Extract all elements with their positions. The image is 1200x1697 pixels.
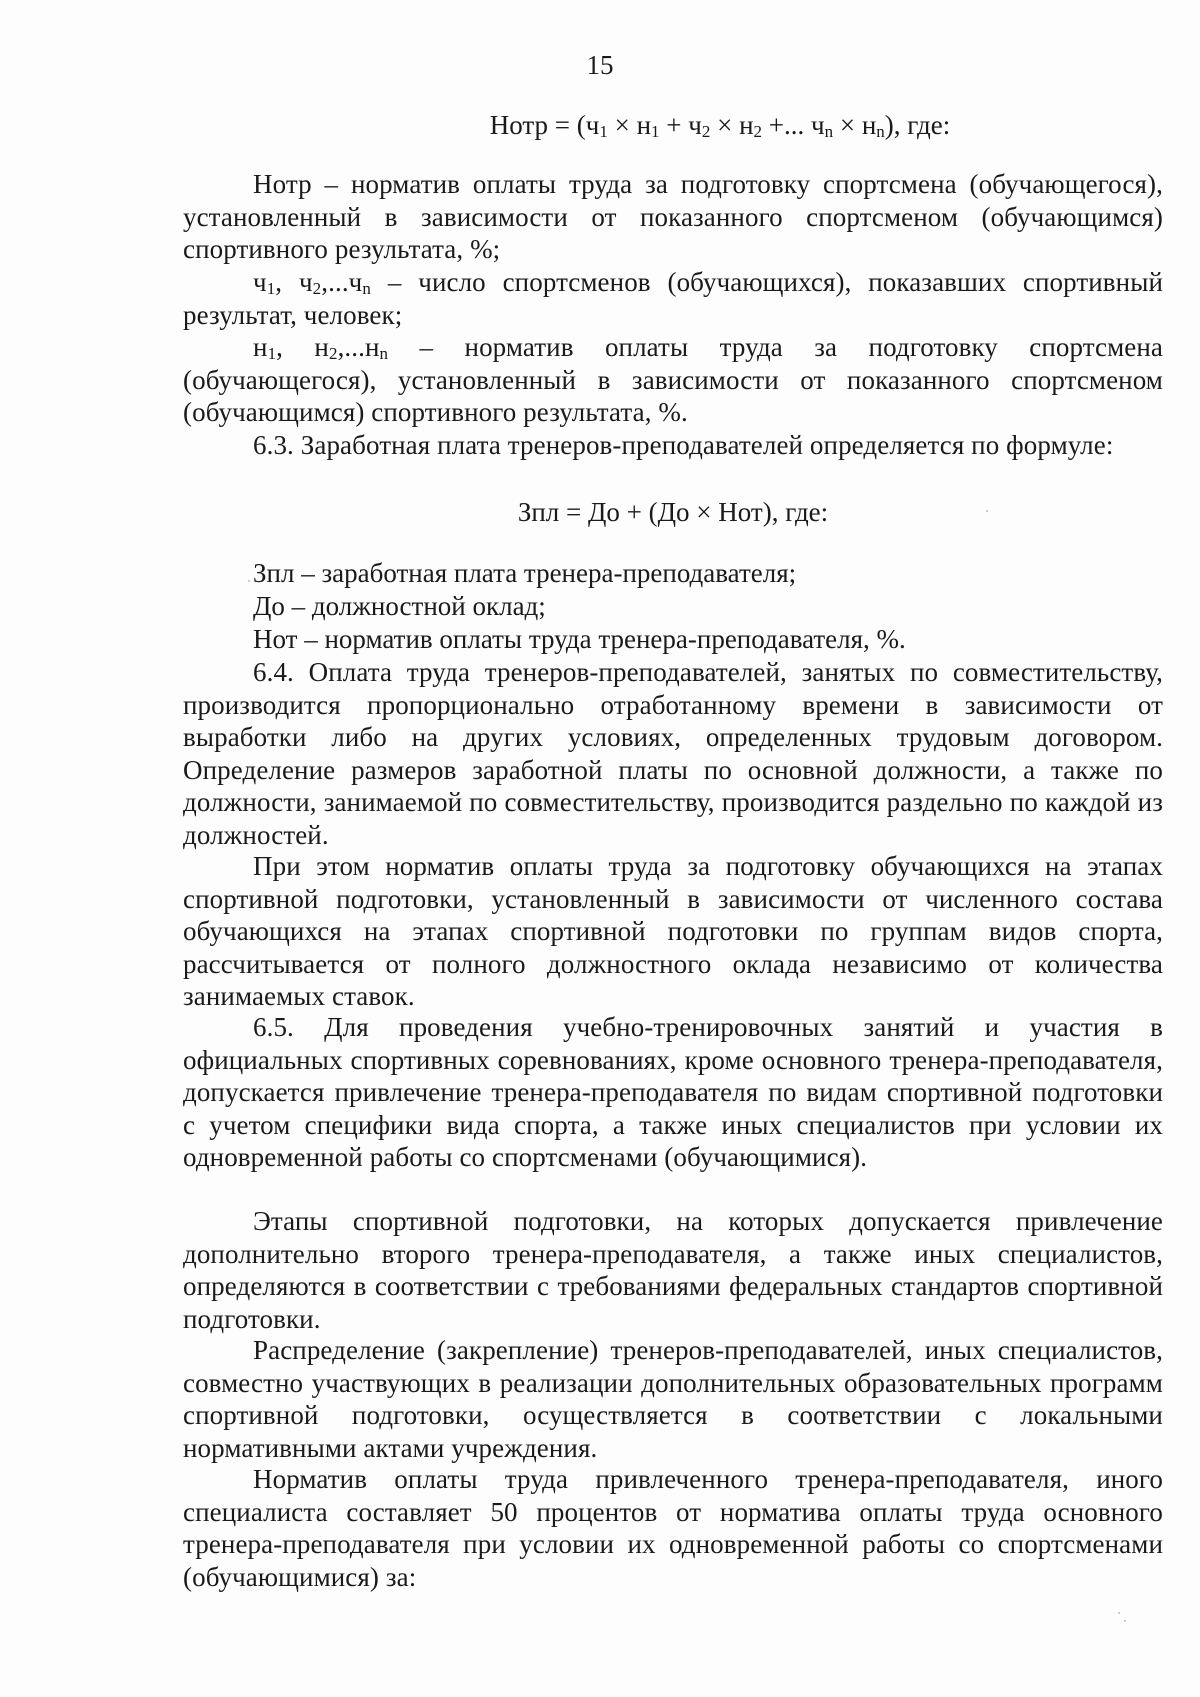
definition-do: До – должностной оклад; [253,591,546,621]
formula-salary: Зпл = До + (До × Нот), где: [517,497,829,527]
formula-subscript: n [876,122,885,141]
definition-zpl: Зпл – заработная плата тренера-преподавателя; [253,558,797,588]
formula-part: ), где: [884,110,951,140]
formula-subscript: 1 [651,122,660,141]
text-subscript: n [379,344,389,363]
text-subscript: 1 [267,344,277,363]
definition-not: Нот – норматив оплаты труда тренера-преподавателя, %. [253,624,906,654]
text-part: – норматив оплаты труда за подготовку спортсмена (обучающегося), установленный в зависимости от показанного спортсменом (обучающимся) спортивного результата, %. [183,332,1163,427]
formula-part: Нотр = (ч [489,110,600,140]
paragraph-n-definition [183,331,1163,429]
text-part: , н [276,332,329,362]
formula-part: × н [607,110,652,140]
formula-subscript: 1 [599,122,608,141]
paragraph-distribution: Распределение (закрепление) тренеров-преподавателей, иных специалистов, совместно участвующих в реализации дополнительных образовательных программ спортивной подготовки, осуществляется в соответствии с локальными нормативными актами учреждения. [183,1335,1163,1463]
text-subscript: 1 [266,279,276,298]
paragraph-6-5: 6.5. Для проведения учебно-тренировочных занятий и участия в официальных спортивных соревнованиях, кроме основного тренера-преподавателя, допускается привлечение тренера-преподавателя по видам спортивной подготовки с учетом специфики вида спорта, а также иных специалистов при условии их одновременной работы со спортсменами (обучающимися). [183,1012,1163,1172]
page-number: 15 [586,50,614,80]
text-part: ,...ч [321,267,363,297]
formula-subscript: 2 [701,122,711,141]
formula-part: + ч [659,110,702,140]
text-part: , ч [275,267,313,297]
text-part: ,...н [337,332,380,362]
formula-part: × н [833,110,877,140]
scan-speck [986,510,988,512]
formula-subscript: n [824,122,834,141]
text-part: ч [253,267,267,297]
text-part: н [253,332,268,362]
paragraph-stages-second-trainer: Этапы спортивной подготовки, на которых допускается привлечение дополнительно второго тренера-преподавателя, а также иных специалистов, определяются в соответствии с требованиями федеральных стандартов спортивной подготовки. [183,1206,1163,1334]
paragraph-6-3: 6.3. Заработная плата тренеров-преподавателей определяется по формуле: [253,430,1114,460]
text-part: – число спортсменов (обучающихся), показавших спортивный результат, человек; [183,267,1163,330]
paragraph-6-4: 6.4. Оплата труда тренеров-преподавателей, занятых по совместительству, производится пропорционально отработанному времени в зависимости от выработки либо на других условиях, определенных трудовым договором. Определение размеров заработной платы по основной должности, а также по должности, занимаемой по совместительству, производится раздельно по каждой из должностей. [183,657,1163,850]
formula-subscript: 2 [753,122,763,141]
formula-norm-total [230,110,1200,141]
text-subscript: 2 [312,279,322,298]
scan-speck [1118,1612,1120,1614]
paragraph-ch-definition [183,266,1163,331]
text-subscript: n [362,279,371,298]
paragraph-norm-stages: При этом норматив оплаты труда за подготовку обучающихся на этапах спортивной подготовки, установленный в зависимости от численного состава обучающихся на этапах спортивной подготовки по группам видов спорта, рассчитывается от полного должностного оклада независимо от количества занимаемых ставок. [183,851,1163,1011]
paragraph-attracted-trainer-norm: Норматив оплаты труда привлеченного тренера-преподавателя, иного специалиста составляет 50 процентов от норматива оплаты труда основного тренера-преподавателя при условии их одновременной работы со спортсменами (обучающимися) за: [183,1464,1163,1592]
formula-part: +... ч [762,110,825,140]
text-subscript: 2 [328,344,338,363]
scan-speck [1124,1620,1126,1622]
paragraph-notr-definition: Нотр – норматив оплаты труда за подготовку спортсмена (обучающегося), установленный в зависимости от показанного спортсменом (обучающимся) спортивного результата, %; [183,169,1163,264]
formula-part: × н [710,110,754,140]
scan-speck [248,580,250,582]
